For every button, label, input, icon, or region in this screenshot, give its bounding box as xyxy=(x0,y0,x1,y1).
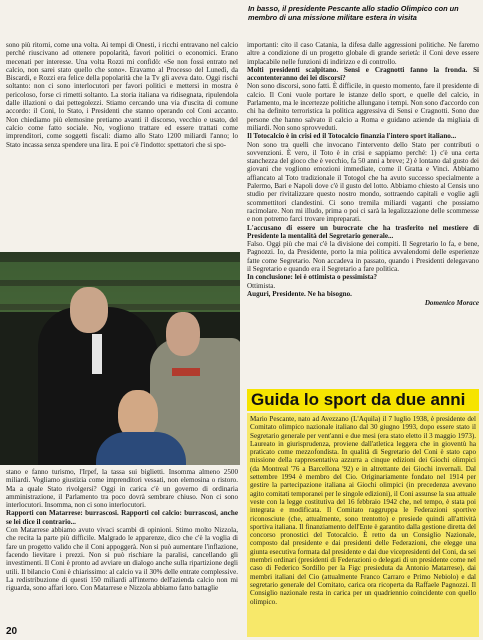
article-paragraph: Con Matarrese abbiamo avuto vivaci scambi di opinioni. Stimo molto Nizzola, che recita la parte più difficile. Malgrado le apparenze, dico che c'è la voglia di fare un progetto valido che il Coni appoggerà. Non si può aumentare l'inflazione, facendo lievitare i prezzi. Non si può rischiare la paralisi, cancellando gli investimenti. Il Coni è pronto ad avviare un dialogo anche sulla ripartizione degli utili. Il bilancio Coni è chiarissimo: al calcio va il 30% delle entrate complessive. La redistribuzione di questi 150 miliardi all'interno dell'azienda calcio non mi riguarda, sono affari loro. Con Matarrese e Nizzola abbiamo fatto battaglie xyxy=(6,526,238,593)
foreground-jacket xyxy=(96,432,186,465)
article-paragraph: Falso. Oggi più che mai c'è la divisione dei compiti. Il Segretario lo fa, e bene, Pagnozzi. Io, da Presidente, porto la mia politica avvalendomi delle esperienze fatte come Segretario. Non accadeva in passato, quando i Presidenti delegavano il Segretario e quando era il Segretario a fare politica. xyxy=(247,240,479,274)
article-paragraph: Ottimista. xyxy=(247,281,276,290)
interview-question: Molti presidenti scalpitano. Sensi e Cragnotti fanno la fronda. Si accontenteranno dei lei discorsi? xyxy=(247,65,479,83)
article-paragraph: stano e fanno turismo, l'Irpef, la tassa sui biglietti. Insomma almeno 2500 miliardi. Vogliamo giustizia come imprenditori vessati, non elemosina o ristoro. Ma a quale Stato rivolgersi? Oggi in carica c'è un governo di ordinaria amministrazione, il Parlamento tra poco dovrà sembrare chiuso. Non ci sono interlocutori. Insomma, non ci sono interlocutori. xyxy=(6,468,238,510)
article-column-left-bottom xyxy=(6,468,238,624)
article-paragraph: sono più ritorni, come una volta. Ai tempi di Onesti, i ricchi entravano nel calcio perché riuscivano ad ottenere popolarità, favori politici o economici. Erano mecenati per interesse. Una volta Rozzi mi confidò: «Se non fossi entrato nel calcio, non sarei stato quello che sono». Eravamo al Processo del Lunedì, da Biscardi, e Rozzi era felice della popolarità che la Tv gli aveva dato. Oggi rischi soltanto: non ci sono interlocutori per favori politici e mettersi in mostra è pericoloso, forse ci rimetti soltanto. La storia italiana va ridisegnata, ripulendola dalle illazioni o dai pettegolezzi. Stiamo cercando una via d'uscita di comune accordo: il Coni, lo Stato, i Presidenti che stanno operando col Coni accanto. Non chiediamo più elemosine pretiamo avanti il discorso, vecchio e usato, del calcio come fatto sociale. No, vogliono trattare ed essere trattati come imprenditori, come soggetti fiscali: diamo allo Stato 1200 miliardi l'anno; lo Stato incassa senza spendere una lira. E poi c'è l'indotto: spettatori che si spo- xyxy=(6,41,238,149)
shirt-collar xyxy=(92,334,102,374)
sidebar-paragraph: Mario Pescante, nato ad Avezzano (L'Aquila) il 7 luglio 1938, è presidente del Comitato olimpico nazionale italiano dal 30 giugno 1993, dopo essere stato il Segretario generale per vent'anni e due mesi (era stato eletto il 3 maggio 1973). Laureato in giurisprudenza, proviene dall'atletica leggera che in gioventù ha praticato come mezzofondista. In qualità di Segretario del Coni è stato capo missione della rappresentativa azzurra a cinque edizioni dei Giochi olimpici (da Montreal '76 a Barcellona '92) e in altrettante dei Giochi invernali. Dal settembre 1994 è membro del Cio. Originariamente fondato nel 1914 per gestire la partecipazione italiana ai Giochi olimpici (in precedenza avevano agito comitati temporanei per le singole edizioni), il Coni assunse la sua attuale veste con la legge costitutiva del 16 febbraio 1942 che, nel tempo, è stata poi integrata e modificata. Il Comitato raggruppa le Federazioni sportive riconosciute (che, attualmente, sono trentotto) e presiede quindi all'attività sportiva italiana. Il finanziamento dell'Ente è garantito dalla gestione diretta del concorso pronostici del Totocalcio. È retto da un Consiglio Nazionale, composto dal presidente e dai presidenti delle Federazioni, che elegge una giunta esecutiva formata dal presidente e dai due vicepresidenti del Coni, da sei membri ordinari (presidenti di Federazioni o delegati di un presidente come nel caso di Federico Sordillo per la Figc presieduta da Antonio Matarrese), dai membri italiani del Cio (attualmente Franco Carraro e Primo Nebiolo) e dal segretario generale del Comitato, carica ora ricoperta da Raffaele Pagnozzi. Il Consiglio nazionale resta in carica per un quadriennio coincidente con quello olimpico. xyxy=(250,415,476,606)
man-head xyxy=(70,287,108,333)
stadium-seats xyxy=(0,286,240,304)
interview-question: Rapporti con Matarrese: burrascosi. Rapporti col calcio: burrascosi, anche se lei dice il contrario... xyxy=(6,509,238,526)
medal-ribbons xyxy=(172,368,200,376)
closing-greeting: Auguri, Presidente. Ne ha bisogno. xyxy=(247,289,352,298)
interview-question: L'accusano di essere un burocrate che ha trasferito nel mestiere di Presidente la mentalità del Segretario generale... xyxy=(247,223,479,240)
page-number: 20 xyxy=(6,626,18,637)
sidebar-box-title: Guida lo sport da due anni xyxy=(247,389,479,411)
article-paragraph: Non sono tra quelli che invocano l'intervento dello Stato per contributi o sovvenzioni. È vero, il Toto è in crisi e sappiamo perché: 1) c'è una certa stanchezza del gioco che è vecchio, fa 50 anni a breve; 2) è lontano dal gusto dei giovani che vogliono emozioni immediate, come il Gratta e Vinci. Abbiamo affiancato al Toto tradizionale il Totogol che ha avuto successo specialmente a Palermo, Bari e Napoli dove c'è il gusto del lotto. Abbiamo chiesto al Censis uno studio per rivitalizzare questo nostro mondo, sottraendo capitali e voglie agli scommettitori clandestini. Ci sono tremila miliardi vaganti che possiamo racimolare. Non mi illudo, prima o poi ci sarà la legalizzazione delle scommesse e non potremo farci trovare impreparati. xyxy=(247,140,479,224)
interview-question: In conclusione: lei è ottimista o pessimista? xyxy=(247,273,378,282)
sidebar-box-body xyxy=(247,413,479,637)
officer-head xyxy=(166,312,200,356)
article-paragraph: importanti: cito il caso Catania, la difesa dalle aggressioni politiche. Ne faremo altre a condizione di un progetto globale di grande serietà: il Coni deve essere implacabile nelle funzioni di indirizzo e di controllo. xyxy=(247,41,479,66)
article-paragraph: Non sono discorsi, sono fatti. È difficile, in questo momento, fare il presidente di calcio. Il Coni vuole portare le istanze dello sport, e quelle del calcio, in Parlamento, ma le incertezze politiche allungano i tempi. Non sono d'accordo con chi ha definito terroristica la politica aggressiva di Sensi e Cragnotti. Sono due persone che hanno salvato il calcio a Roma e guidano aziende da migliaia di miliardi. Non sono sprovveduti. xyxy=(247,82,479,132)
photo-stadium xyxy=(0,252,240,465)
author-signature: Domenico Morace xyxy=(424,299,479,308)
stadium-seats xyxy=(0,262,240,280)
article-column-right-top xyxy=(247,41,479,385)
photo-caption: In basso, il presidente Pescante allo stadio Olimpico con un membro di una missione militare estera in visita xyxy=(248,4,459,22)
article-column-left-top xyxy=(6,41,238,248)
interview-question: Il Totocalcio è in crisi ed il Totocalcio finanzia l'intero sport italiano... xyxy=(247,132,457,141)
